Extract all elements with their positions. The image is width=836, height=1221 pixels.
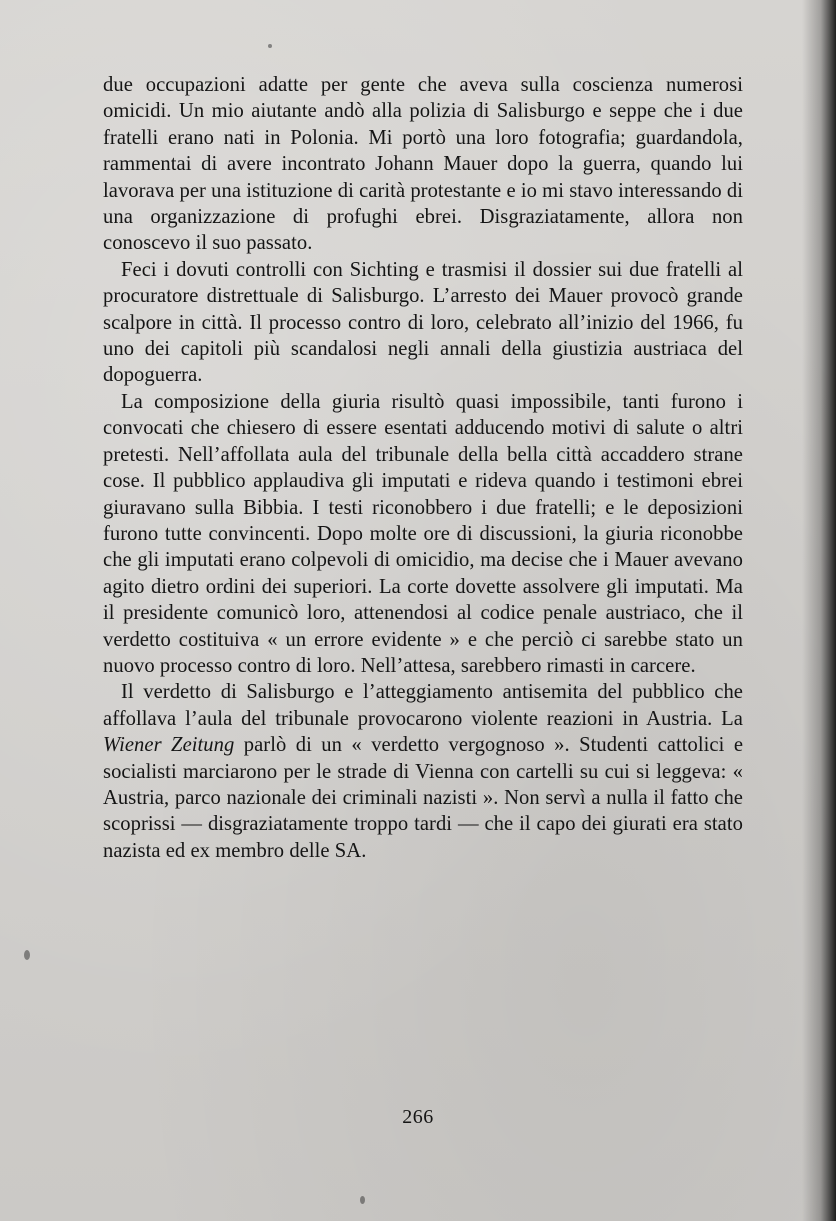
page-number: 266 bbox=[402, 1106, 434, 1128]
scan-speck bbox=[268, 44, 272, 48]
paragraph-2-text: Feci i dovuti controlli con Sichting e trasmisi il dossier sui due fratelli al procuratore distrettuale di Salisburgo. L’arresto dei Mauer provocò grande scalpore in città. Il processo contro di loro, celebrato all’inizio del 1966, fu uno dei capitoli più scandalosi negli annali della giustizia austriaca del dopoguerra. bbox=[103, 258, 743, 387]
newspaper-title: Wiener Zeitung bbox=[103, 734, 235, 757]
paragraph-4-text-part1: Il verdetto di Salisburgo e l’atteggiamento antisemita del pubblico che affollava l’aula del tribunale provocarono violente reazioni in Austria. La bbox=[103, 681, 743, 730]
paragraph-4-text-part2: parlò di un « verdetto vergognoso ». Studenti cattolici e socialisti marciarono per le strade di Vienna con cartelli su cui si leggeva: « Austria, parco nazionale dei criminali nazisti ». Non servì a nulla il fatto che scoprissi — disgraziatamente troppo tardi — che il capo dei giurati era stato nazista ed ex membro delle SA. bbox=[103, 734, 744, 862]
paragraph-1 bbox=[103, 72, 743, 257]
paragraph-3 bbox=[103, 389, 743, 679]
paragraph-1-text: due occupazioni adatte per gente che aveva sulla coscienza numerosi omicidi. Un mio aiutante andò alla polizia di Salisburgo e seppe che i due fratelli erano nati in Polonia. Mi portò una loro fotografia; guardandola, rammentai di avere incontrato Johann Mauer dopo la guerra, quando lui lavorava per una istituzione di carità protestante e io mi stavo interessando di una organizzazione di profughi ebrei. Disgraziatamente, allora non conoscevo il suo passato. bbox=[103, 74, 743, 255]
paragraph-3-text: La composizione della giuria risultò quasi impossibile, tanti furono i convocati che chiesero di essere esentati adducendo motivi di salute o altri pretesti. Nell’affollata aula del tribunale della bella città accaddero strane cose. Il pubblico applaudiva gli imputati e rideva quando i testimoni ebrei giuravano sulla Bibbia. I testi riconobbero i due fratelli; e le deposizioni furono tutte convincenti. Dopo molte ore di discussioni, la giuria riconobbe che gli imputati erano colpevoli di omicidio, ma decise che i Mauer avevano agito dietro ordini dei superiori. La corte dovette assolvere gli imputati. Ma il presidente comunicò loro, attenendosi al codice penale austriaco, che il verdetto costituiva « un errore evidente » e che perciò ci sarebbe stato un nuovo processo contro di loro. Nell’attesa, sarebbero rimasti in carcere. bbox=[103, 390, 743, 677]
body-text bbox=[103, 72, 743, 864]
paragraph-4 bbox=[103, 679, 743, 864]
binding-gutter-shadow bbox=[802, 0, 836, 1221]
scan-speck bbox=[360, 1196, 365, 1204]
scan-speck bbox=[24, 950, 30, 960]
paragraph-2 bbox=[103, 257, 743, 389]
